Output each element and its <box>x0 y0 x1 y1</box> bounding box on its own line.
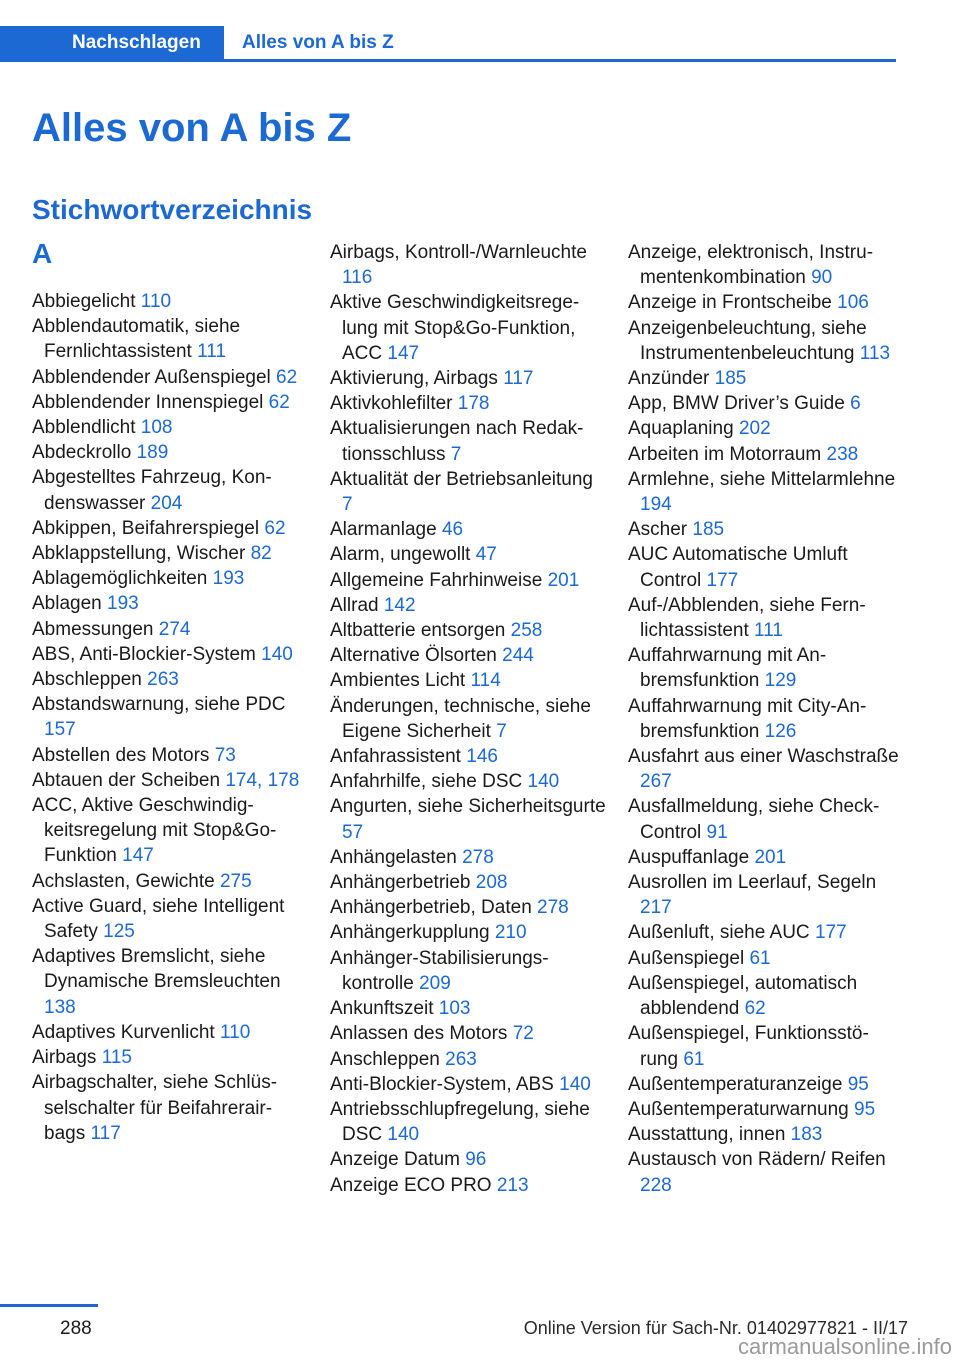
page-number: 288 <box>60 1318 92 1339</box>
index-entry <box>330 694 608 744</box>
index-entry-term: Ausrollen im Leerlauf, Segeln <box>628 872 877 894</box>
index-entry <box>32 1045 304 1070</box>
index-entry-page-link[interactable]: 82 <box>250 543 272 565</box>
index-entry-page-link[interactable]: 62 <box>744 998 766 1020</box>
online-version-note: Online Version für Sach-Nr. 01402977821 - II/17 <box>523 1318 908 1338</box>
index-entry <box>628 542 900 592</box>
index-entry-page-link[interactable]: 185 <box>692 519 725 541</box>
index-entry-term: Außenluft, siehe AUC <box>628 922 815 944</box>
watermark: carmanualsonline.info <box>737 1334 952 1359</box>
index-entry <box>628 467 900 517</box>
page-subtitle: Stichwortverzeichnis <box>32 194 313 225</box>
index-entry <box>330 593 608 618</box>
index-entry <box>32 314 304 364</box>
index-entry-page-link[interactable]: 201 <box>754 846 787 868</box>
index-entry <box>628 1122 900 1147</box>
index-entry-term: Ankunftszeit <box>330 998 439 1020</box>
index-entry-term: Änderungen, technische, siehe Eigene Sicherheit <box>330 695 591 742</box>
index-entry-page-link[interactable]: 95 <box>847 1073 869 1095</box>
index-entry-term: Armlehne, siehe Mittelarmlehne <box>628 468 896 490</box>
index-entry <box>32 642 304 667</box>
index-entry-page-link[interactable]: 72 <box>512 1023 534 1045</box>
index-entry-term: Anzeige in Frontscheibe <box>628 292 838 314</box>
index-entry-page-link[interactable]: 114 <box>470 670 501 692</box>
index-entry <box>32 894 304 944</box>
index-entry-page-link[interactable]: 138 <box>44 996 76 1018</box>
index-entry-page-link[interactable]: 185 <box>714 368 747 390</box>
index-entry-page-link[interactable]: 110 <box>220 1021 251 1043</box>
index-entry-term: Außentemperaturanzeige <box>628 1073 848 1095</box>
index-entry-term: Adaptives Kurvenlicht <box>32 1021 220 1043</box>
index-entry <box>628 694 900 744</box>
index-entry-term: Abkippen, Beifahrerspiegel <box>32 517 265 539</box>
index-entry-term: Auffahrwarnung mit Anbremsfunktion <box>628 645 827 692</box>
index-entry-page-link[interactable]: 209 <box>419 972 451 994</box>
index-entry-term: Anhängerbetrieb, Daten <box>330 897 538 919</box>
index-entry-term: Ausfahrt aus einer Waschstraße <box>628 746 899 768</box>
index-entry-term: ACC, Aktive Geschwindigkeitsregelung mit Stop&Go-Funktion <box>32 795 277 867</box>
index-entry <box>330 845 608 870</box>
index-column-3 <box>628 240 900 1198</box>
index-entry <box>628 366 900 391</box>
index-entry-term: Anhängelasten <box>330 846 463 868</box>
index-entry-page-link[interactable]: 7 <box>496 720 507 742</box>
index-entry-page-link[interactable]: 117 <box>503 368 534 390</box>
index-entry-term: Aktivierung, Airbags <box>330 368 504 390</box>
index-entry-page-link[interactable]: 73 <box>214 744 236 766</box>
index-entry <box>330 1147 608 1172</box>
index-entry-term: Anlassen des Motors <box>330 1023 513 1045</box>
index-entry-page-link[interactable]: 110 <box>140 291 172 312</box>
index-entry <box>330 643 608 668</box>
index-entry <box>330 542 608 567</box>
index-entry-term: Aktivkohlefilter <box>330 393 458 415</box>
index-entry <box>32 289 304 314</box>
index-entry <box>628 391 900 416</box>
index-entry <box>32 390 304 415</box>
index-entry <box>330 366 608 391</box>
index-entry-term: Anfahrhilfe, siehe DSC <box>330 771 528 793</box>
index-entry <box>628 946 900 971</box>
index-entry-page-link[interactable]: 115 <box>101 1047 132 1069</box>
section-letter: A <box>32 238 53 269</box>
index-entry-term: Airbags <box>32 1047 102 1069</box>
index-entry <box>628 643 900 693</box>
index-entry-page-link[interactable]: 193 <box>212 568 245 590</box>
index-entry <box>628 870 900 920</box>
index-entry <box>330 416 608 466</box>
index-entry-page-link[interactable]: 213 <box>496 1174 529 1196</box>
index-entry-page-link[interactable]: 178 <box>457 393 490 415</box>
index-column-2 <box>330 240 608 1198</box>
index-entry-term: Angurten, siehe Sicherheitsgurte <box>330 796 606 818</box>
index-entry-page-link[interactable]: 140 <box>261 643 293 665</box>
index-entry-page-link[interactable]: 174, 178 <box>225 769 300 791</box>
index-entry-page-link[interactable]: 46 <box>441 519 464 541</box>
index-entry <box>330 618 608 643</box>
index-entry-page-link[interactable]: 96 <box>465 1149 487 1171</box>
index-entry <box>628 971 900 1021</box>
index-entry-term: Anti-Blockier-System, ABS <box>330 1073 560 1095</box>
index-entry-term: Alarm, ungewollt <box>330 544 476 566</box>
index-entry <box>628 593 900 643</box>
index-entry-term: Abtauen der Scheiben <box>32 769 226 791</box>
index-entry-page-link[interactable]: 177 <box>814 922 847 944</box>
index-entry <box>330 240 608 290</box>
index-entry <box>32 365 304 390</box>
index-entry <box>32 541 304 566</box>
index-entry <box>32 768 304 793</box>
index-entry-term: Anzeige ECO PRO <box>330 1174 497 1196</box>
index-entry <box>330 920 608 945</box>
footer-divider <box>0 1304 98 1307</box>
index-entry <box>628 1147 900 1197</box>
index-entry-term: Auffahrwarnung mit City-Anbremsfunktion <box>628 695 867 742</box>
index-entry-term: Außenspiegel, automatisch abblendend <box>628 972 858 1020</box>
index-entry-page-link[interactable]: 275 <box>219 870 252 892</box>
index-entry-term: Abblendautomatik, siehe Fernlichtassistent <box>32 316 241 363</box>
index-entry <box>330 744 608 769</box>
index-entry-page-link[interactable]: 147 <box>387 342 420 364</box>
index-entry-page-link[interactable]: 140 <box>527 771 560 793</box>
index-entry <box>628 517 900 542</box>
index-entry-term: Anhänger-Stabilisierungskontrolle <box>330 947 549 994</box>
index-entry-page-link[interactable]: 117 <box>90 1122 121 1144</box>
index-entry-page-link[interactable]: 278 <box>462 846 494 868</box>
index-entry <box>330 568 608 593</box>
index-entry <box>628 316 900 366</box>
index-entry-term: Auspuffanlage <box>628 846 755 868</box>
index-entry-page-link[interactable]: 90 <box>811 267 833 289</box>
index-entry <box>32 692 304 742</box>
index-entry-term: Anzünder <box>628 368 715 390</box>
index-entry <box>32 1020 304 1045</box>
header-divider <box>0 59 896 62</box>
index-entry-page-link[interactable]: 61 <box>683 1048 705 1070</box>
tab-nachschlagen[interactable]: Nachschlagen <box>0 26 224 62</box>
index-entry-term: App, BMW Driver’s Guide <box>628 393 851 415</box>
index-entry-term: Abbiegelicht <box>32 291 141 312</box>
header-tab-bar <box>0 26 896 62</box>
index-entry-term: Abschleppen <box>32 669 148 691</box>
index-entry <box>32 743 304 768</box>
index-entry-page-link[interactable]: 147 <box>122 845 154 867</box>
index-entry-page-link[interactable]: 194 <box>640 494 672 516</box>
index-entry-page-link[interactable]: 210 <box>494 922 527 944</box>
index-entry-term: Abklappstellung, Wischer <box>32 543 251 565</box>
index-entry-page-link[interactable]: 204 <box>150 492 183 514</box>
index-entry <box>330 517 608 542</box>
index-entry <box>628 240 900 290</box>
index-entry-page-link[interactable]: 91 <box>706 821 728 843</box>
index-entry <box>628 1072 900 1097</box>
index-entry-term: Allgemeine Fahrhinweise <box>330 569 548 591</box>
index-entry-page-link[interactable]: 238 <box>826 443 859 465</box>
index-entry <box>32 944 304 1020</box>
index-entry-term: Auf-/Abblenden, siehe Fernlichtassistent <box>628 594 866 642</box>
index-entry-term: Antriebsschlupfregelung, siehe DSC <box>330 1098 590 1146</box>
index-entry-page-link[interactable]: 113 <box>859 342 891 364</box>
index-entry-term: Abdeckrollo <box>32 442 137 464</box>
index-entry-page-link[interactable]: 140 <box>387 1124 420 1146</box>
index-entry-page-link[interactable]: 146 <box>466 746 498 768</box>
index-entry-page-link[interactable]: 62 <box>276 366 298 388</box>
index-entry <box>330 794 608 844</box>
index-entry-term: Altbatterie entsorgen <box>330 620 511 642</box>
index-entry <box>628 744 900 794</box>
index-entry <box>330 895 608 920</box>
index-entry-term: Airbags, Kontroll-/Warnleuchte <box>330 242 587 263</box>
index-entry-term: Ascher <box>628 519 693 541</box>
index-entry-page-link[interactable]: 157 <box>44 719 76 741</box>
index-entry <box>628 1097 900 1122</box>
index-entry <box>330 946 608 996</box>
index-entry-page-link[interactable]: 129 <box>764 670 797 692</box>
index-entry-term: AUC Automatische Umluft Control <box>628 544 848 591</box>
tab-alles-von-a-bis-z[interactable]: Alles von A bis Z <box>242 32 394 53</box>
index-entry <box>330 1097 608 1147</box>
index-entry <box>32 869 304 894</box>
index-entry-term: Abstandswarnung, siehe PDC <box>32 694 286 716</box>
index-entry <box>32 465 304 515</box>
index-entry <box>628 416 900 441</box>
index-entry-term: Austausch von Rädern/ Reifen <box>628 1149 886 1171</box>
page-title: Alles von A bis Z <box>32 106 352 150</box>
index-entry-term: Abblendender Außenspiegel <box>32 366 277 388</box>
index-entry <box>32 591 304 616</box>
index-entry-term: Ambientes Licht <box>330 670 471 692</box>
index-entry-term: Airbagschalter, siehe Schlüsselschalter für Beifahrerairbags <box>32 1072 278 1144</box>
index-entry-term: Anhängerbetrieb <box>330 872 476 894</box>
index-entry-page-link[interactable]: 111 <box>197 341 227 363</box>
index-entry-page-link[interactable]: 62 <box>268 391 290 413</box>
index-entry-term: Ablagen <box>32 593 108 615</box>
index-entry-term: Ablagemöglichkeiten <box>32 568 213 590</box>
index-entry-page-link[interactable]: 106 <box>837 292 869 314</box>
index-entry <box>330 1047 608 1072</box>
index-entry-page-link[interactable]: 7 <box>450 443 462 465</box>
index-entry-page-link[interactable]: 62 <box>264 517 286 539</box>
index-entry-page-link[interactable]: 177 <box>706 569 739 591</box>
index-column-1 <box>32 239 304 1146</box>
index-entry <box>330 1072 608 1097</box>
index-entry <box>32 415 304 440</box>
index-entry <box>628 794 900 844</box>
index-entry-page-link[interactable]: 116 <box>342 267 373 289</box>
index-entry-term: Aktualität der Betriebsanleitung <box>330 468 593 490</box>
index-entry-page-link[interactable]: 142 <box>383 594 416 616</box>
index-entry-term: ABS, Anti-Blockier-System <box>32 643 262 665</box>
index-entry-term: Alternative Ölsorten <box>330 645 503 667</box>
index-entry-term: Anzeige Datum <box>330 1149 466 1171</box>
index-entry-term: Abstellen des Motors <box>32 744 215 766</box>
index-entry <box>330 391 608 416</box>
index-entry-term: Aktive Geschwindigkeitsregelung mit Stop&Go-Funktion, ACC <box>330 292 580 364</box>
index-entry-term: Außentemperaturwarnung <box>628 1098 855 1120</box>
index-entry-page-link[interactable]: 263 <box>445 1048 477 1070</box>
index-entry-term: Abmessungen <box>32 618 159 640</box>
index-entry-term: Allrad <box>330 594 384 616</box>
index-entry <box>32 1070 304 1146</box>
index-entry <box>628 442 900 467</box>
index-entry-page-link[interactable]: 61 <box>749 947 771 969</box>
index-entry-page-link[interactable]: 57 <box>342 821 364 843</box>
index-entry-page-link[interactable]: 267 <box>640 771 672 793</box>
index-entry-page-link[interactable]: 7 <box>342 494 353 516</box>
index-entry-page-link[interactable]: 189 <box>136 442 169 464</box>
index-entry-page-link[interactable]: 244 <box>502 645 534 667</box>
index-entry <box>330 996 608 1021</box>
index-entry-term: Abblendender Innenspiegel <box>32 391 269 413</box>
index-entry <box>330 1021 608 1046</box>
index-entry-term: Anschleppen <box>330 1048 446 1070</box>
index-entry-term: Active Guard, siehe Intelligent Safety <box>32 895 285 943</box>
index-entry-term: Achslasten, Gewichte <box>32 870 220 892</box>
index-entry-page-link[interactable]: 201 <box>547 569 580 591</box>
index-entry <box>330 870 608 895</box>
index-entry <box>628 290 900 315</box>
index-entry-term: Aktualisierungen nach Redaktionsschluss <box>330 418 584 465</box>
index-entry <box>32 793 304 869</box>
index-entry-page-link[interactable]: 6 <box>850 393 861 415</box>
index-entry-page-link[interactable]: 140 <box>559 1073 591 1095</box>
index-entry-term: Anfahrassistent <box>330 746 467 768</box>
index-entry <box>628 920 900 945</box>
index-entry-page-link[interactable]: 103 <box>438 998 471 1020</box>
index-entry-page-link[interactable]: 126 <box>764 720 797 742</box>
index-entry <box>32 566 304 591</box>
index-entry <box>330 290 608 366</box>
index-entry-page-link[interactable]: 47 <box>475 544 497 566</box>
index-entry-page-link[interactable]: 278 <box>537 897 569 919</box>
index-entry-page-link[interactable]: 202 <box>738 418 771 440</box>
index-entry-page-link[interactable]: 274 <box>158 618 191 640</box>
index-entry <box>32 667 304 692</box>
index-entry-term: Anzeigenbeleuchtung, siehe Instrumentenbeleuchtung <box>628 317 867 364</box>
index-entry <box>628 845 900 870</box>
index-entry-term: Alarmanlage <box>330 519 442 541</box>
index-entry <box>32 440 304 465</box>
index-entry-term: Anhängerkupplung <box>330 922 495 944</box>
index-entry-page-link[interactable]: 111 <box>754 620 783 642</box>
index-entry-term: Aquaplaning <box>628 418 739 440</box>
index-entry-term: Abgestelltes Fahrzeug, Kondenswasser <box>32 467 272 514</box>
index-entry-term: Außenspiegel, Funktionsstörung <box>628 1023 869 1070</box>
index-entry-term: Ausstattung, innen <box>628 1124 791 1146</box>
index-entry-page-link[interactable]: 108 <box>140 417 173 439</box>
index-entry-page-link[interactable]: 258 <box>510 620 543 642</box>
index-entry-page-link[interactable]: 95 <box>854 1098 876 1120</box>
index-entry-page-link[interactable]: 217 <box>640 897 672 919</box>
index-entry <box>32 516 304 541</box>
index-entry <box>628 1021 900 1071</box>
index-entry <box>330 1173 608 1198</box>
index-entry-page-link[interactable]: 208 <box>475 872 508 894</box>
index-entry-term: Anzeige, elektronisch, Instrumentenkombination <box>628 242 874 289</box>
index-entry-page-link[interactable]: 263 <box>147 669 179 691</box>
index-entry-page-link[interactable]: 193 <box>107 593 139 615</box>
index-entry <box>330 467 608 517</box>
index-entry-page-link[interactable]: 228 <box>640 1174 672 1196</box>
index-entry-page-link[interactable]: 183 <box>790 1124 823 1146</box>
index-entry-term: Ausfallmeldung, siehe Check-Control <box>628 796 880 843</box>
index-entry <box>330 769 608 794</box>
index-entry-term: Abblendlicht <box>32 417 141 439</box>
index-entry-term: Arbeiten im Motorraum <box>628 443 827 465</box>
index-entry <box>32 617 304 642</box>
index-entry-term: Außenspiegel <box>628 947 750 969</box>
index-entry-page-link[interactable]: 125 <box>103 921 135 943</box>
index-entry-term: Adaptives Bremslicht, siehe Dynamische Bremsleuchten <box>32 946 281 993</box>
index-entry <box>330 668 608 693</box>
